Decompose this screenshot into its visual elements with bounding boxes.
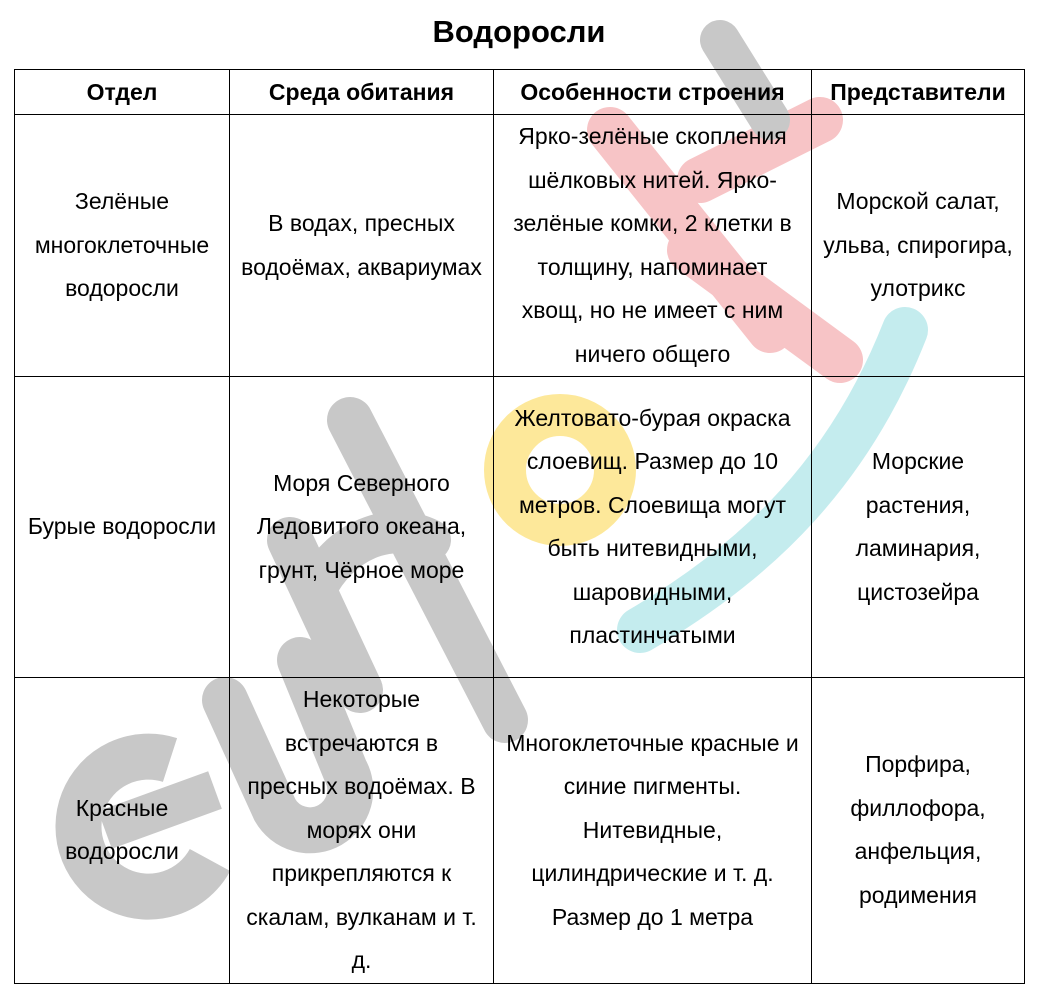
cell-division: Бурые водоросли: [15, 377, 230, 678]
cell-habitat: Некоторые встречаются в пресных водоёмах. В морях они прикрепляются к скалам, вулканам и т. д.: [230, 678, 494, 984]
cell-representatives: Порфира, филлофора, анфельция, родимения: [812, 678, 1025, 984]
table-row: [15, 678, 1025, 984]
cell-division: Зелёные многоклеточные водоросли: [15, 115, 230, 377]
cell-habitat: В водах, пресных водоёмах, аквариумах: [230, 115, 494, 377]
cell-division: Красные водоросли: [15, 678, 230, 984]
cell-representatives: Морской салат, ульва, спирогира, улотрикс: [812, 115, 1025, 377]
algae-table: [14, 69, 1025, 984]
header-habitat: Среда обитания: [230, 70, 494, 115]
table-header-row: [15, 70, 1025, 115]
page-title: Водоросли: [432, 14, 606, 49]
header-features: Особенности строения: [494, 70, 812, 115]
table-row: [15, 377, 1025, 678]
cell-features: Многоклеточные красные и синие пигменты. Нитевидные, цилиндрические и т. д. Размер до 1 метра: [494, 678, 812, 984]
header-division: Отдел: [15, 70, 230, 115]
header-representatives: Представители: [812, 70, 1025, 115]
cell-features: Желтовато-бурая окраска слоевищ. Размер до 10 метров. Слоевища могут быть нитевидными, шаровидными, пластинчатыми: [494, 377, 812, 678]
cell-habitat: Моря Северного Ледовитого океана, грунт, Чёрное море: [230, 377, 494, 678]
cell-representatives: Морские растения, ламинария, цистозейра: [812, 377, 1025, 678]
cell-features: Ярко-зелёные скопления шёлковых нитей. Ярко-зелёные комки, 2 клетки в толщину, напоминает хвощ, но не имеет с ним ничего общего: [494, 115, 812, 377]
table-row: [15, 115, 1025, 377]
